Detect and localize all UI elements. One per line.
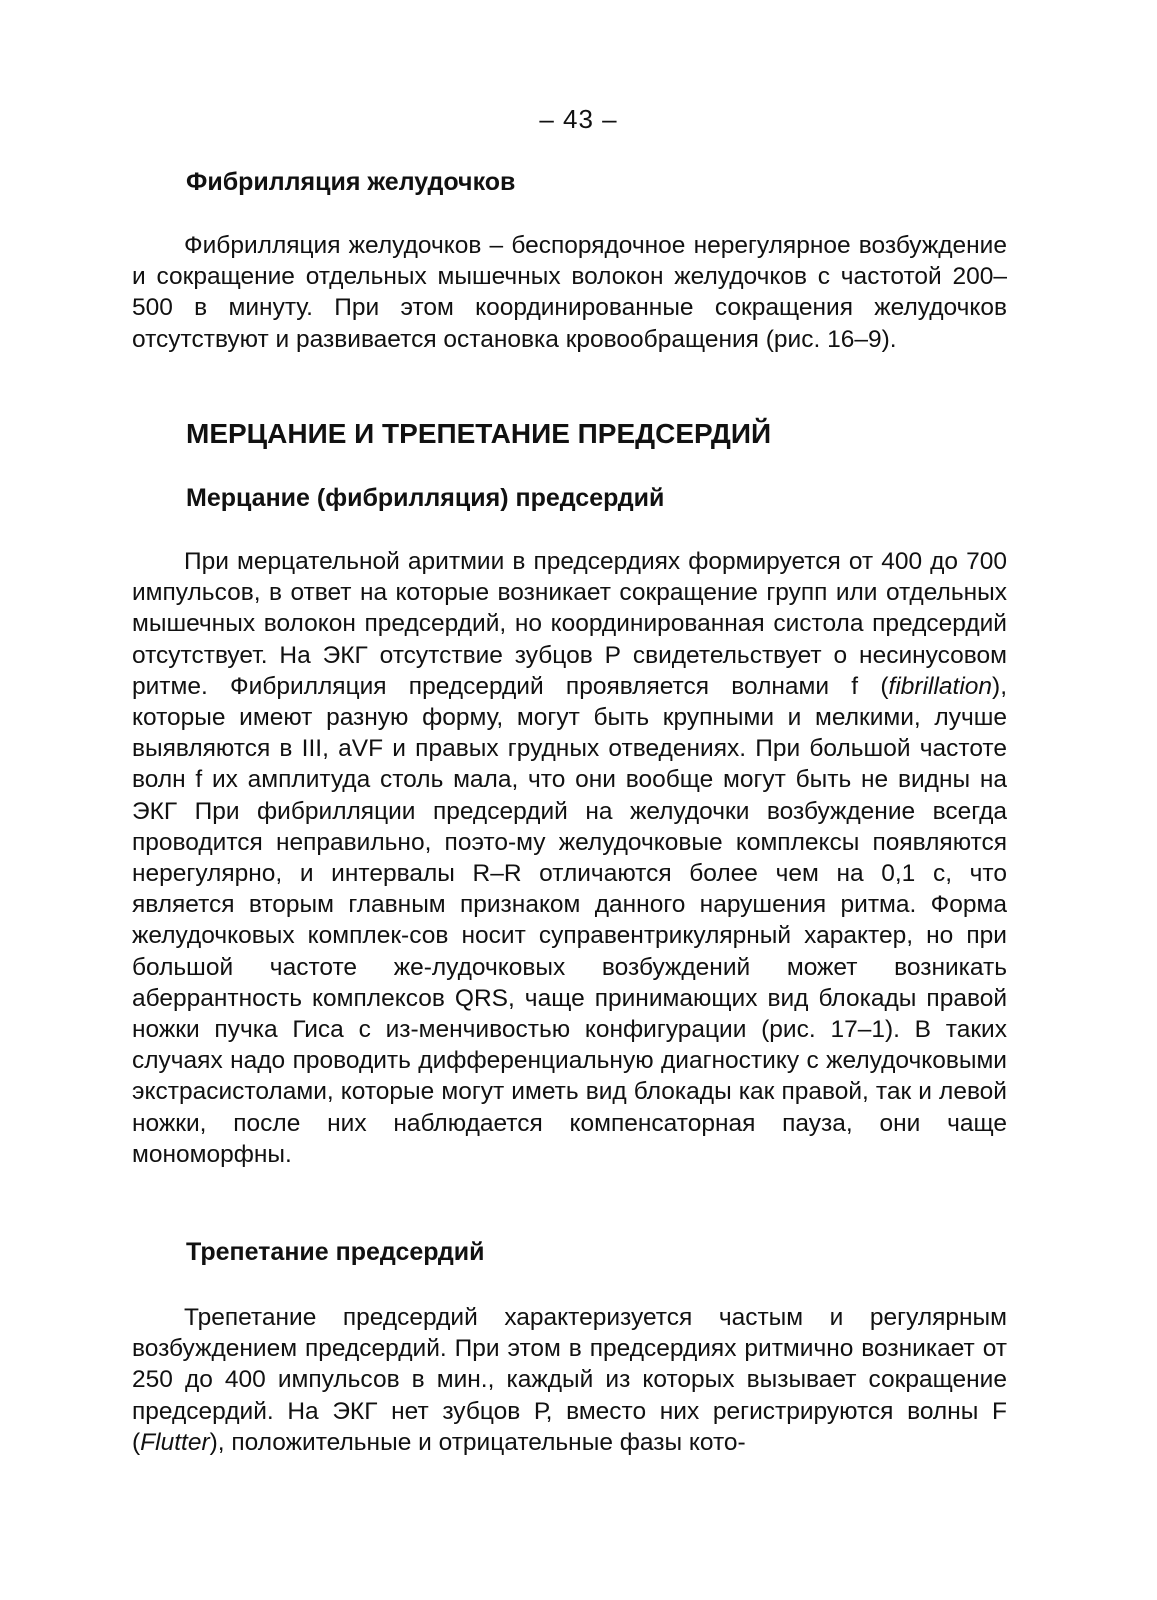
paragraph-ventricular-fibrillation: Фибрилляция желудочков – беспорядочное нерегулярное возбуждение и сокращение отдельных мышечных волокон желудочков с частотой 200–500 в минуту. При этом координированные сокращения желудочков отсутствуют и развивается остановка кровообращения (рис. 16–9). (132, 232, 1007, 353)
flutter-text-part-1: Трепетание предсердий характеризуется частым и регулярным возбуждением предсердий. При этом в предсердиях ритмично возникает от 250 до 400 импульсов в мин., каждый из которых вызывает сокращение предсердий. На ЭКГ нет зубцов Р, вместо них регистрируются волны F ( (132, 1304, 1007, 1456)
section-title-atrial: МЕРЦАНИЕ И ТРЕПЕТАНИЕ ПРЕДСЕРДИЙ (186, 418, 772, 449)
paragraph-atrial-fibrillation (132, 546, 1007, 1170)
flutter-term: Flutter (140, 1428, 210, 1456)
heading-atrial-flutter: Трепетание предсердий (186, 1238, 485, 1266)
flutter-text-part-2: ), положительные и отрицательные фазы кото- (209, 1428, 746, 1456)
page-number: – 43 – (539, 104, 618, 134)
af-term-fibrillation: fibrillation (888, 672, 993, 700)
heading-ventricular-fibrillation: Фибрилляция желудочков (186, 168, 516, 196)
paragraph-atrial-flutter (132, 1302, 1007, 1458)
heading-atrial-fibrillation: Мерцание (фибрилляция) предсердий (186, 484, 665, 512)
af-text-part-2: ), которые имеют разную форму, могут быть крупными и мелкими, лучше выявляются в III, aVF и правых грудных отведениях. При большой частоте волн f их амплитуда столь мала, что они вообще могут быть не видны на ЭКГ При фибрилляции предсердий на желудочки возбуждение всегда проводится неправильно, поэто-му желудочковые комплексы появляются нерегулярно, и интервалы R–R отличаются более чем на 0,1 с, что является вторым главным признаком данного нарушения ритма. Форма желудочковых комплек-сов носит суправентрикулярный характер, но при большой частоте же-лудочковых возбуждений может возникать аберрантность комплексов QRS, чаще принимающих вид блокады правой ножки пучка Гиса с из-менчивостью конфигурации (рис. 17–1). В таких случаях надо проводить дифференциальную диагностику с желудочковыми экстрасистолами, которые могут иметь вид блокады как правой, так и левой ножки, после них наблюдается компенсаторная пауза, они чаще мономорфны. (132, 672, 1007, 1168)
af-text-part-1: При мерцательной аритмии в предсердиях формируется от 400 до 700 импульсов, в ответ на которые возникает сокращение групп или отдельных мышечных волокон предсердий, но координированная систола предсердий отсутствует. На ЭКГ отсутствие зубцов Р свидетельствует о несинусовом ритме. Фибрилляция предсердий проявляется волнами f ( (132, 548, 1007, 700)
